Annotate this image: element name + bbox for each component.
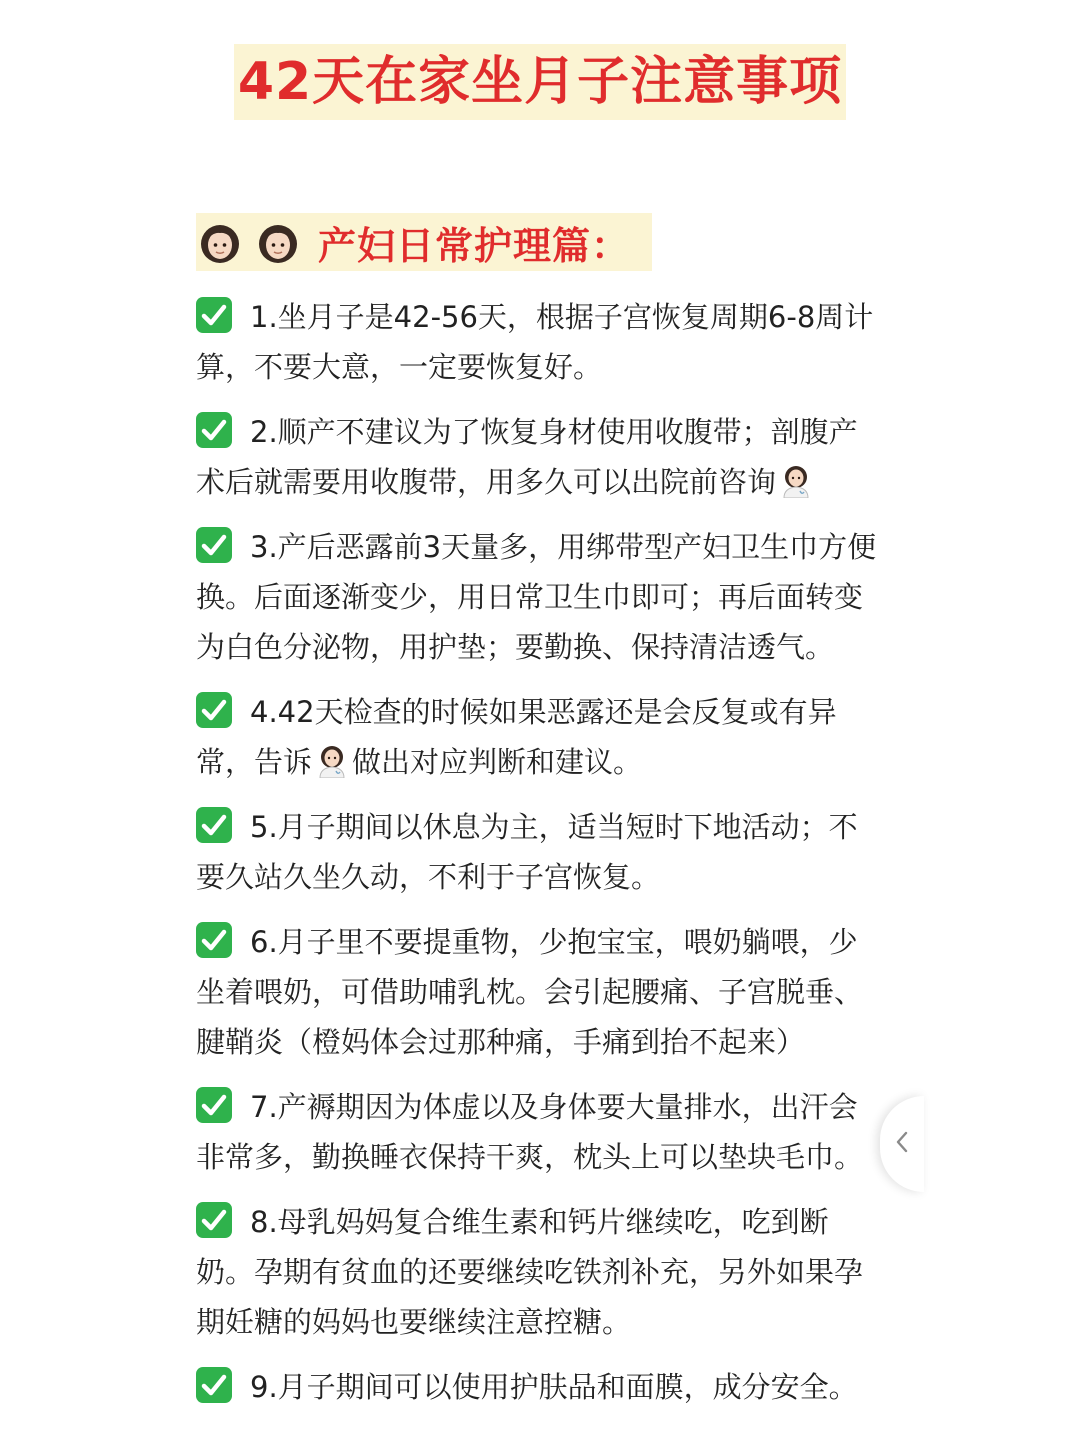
item-text: 4.42天检查的时候如果恶露还是会反复或有异常，告诉: [196, 695, 837, 779]
item-text: 3.产后恶露前3天量多，用绑带型产妇卫生巾方便换。后面逐渐变少，用日常卫生巾即可；再后面转变为白色分泌物，用护垫；要勤换、保持清洁透气。: [196, 530, 877, 664]
section-header: [196, 213, 652, 271]
check-mark-icon: [196, 922, 232, 958]
chevron-left-icon: [895, 1130, 909, 1158]
list-item: [196, 917, 886, 1067]
list-item: [196, 292, 886, 392]
woman-emoji-icon: [198, 220, 242, 264]
collapse-side-tab[interactable]: [880, 1096, 924, 1192]
item-text: 6.月子里不要提重物，少抱宝宝，喂奶躺喂，少坐着喂奶，可借助哺乳枕。会引起腰痛、子宫脱垂、腱鞘炎（橙妈体会过那种痛，手痛到抬不起来）: [196, 925, 864, 1059]
check-mark-icon: [196, 412, 232, 448]
list-item: [196, 802, 886, 902]
item-text: 2.顺产不建议为了恢复身材使用收腹带；剖腹产术后就需要用收腹带，用多久可以出院前咨询: [196, 415, 858, 499]
notes-list: [196, 292, 886, 1427]
doctor-emoji-icon: [780, 463, 812, 497]
item-text: 5.月子期间以休息为主，适当短时下地活动；不要久站久坐久动，不利于子宫恢复。: [196, 810, 858, 894]
item-text: 1.坐月子是42-56天，根据子宫恢复周期6-8周计算，不要大意，一定要恢复好。: [196, 300, 874, 384]
doctor-emoji-icon: [316, 743, 348, 777]
list-item: [196, 1082, 886, 1182]
check-mark-icon: [196, 1202, 232, 1238]
item-text: 8.母乳妈妈复合维生素和钙片继续吃，吃到断奶。孕期有贫血的还要继续吃铁剂补充，另外如果孕期妊糖的妈妈也要继续注意控糖。: [196, 1205, 864, 1339]
item-text: 9.月子期间可以使用护肤品和面膜，成分安全。: [250, 1370, 858, 1404]
check-mark-icon: [196, 807, 232, 843]
check-mark-icon: [196, 1367, 232, 1403]
page-title: 42天在家坐月子注意事项: [234, 44, 846, 120]
list-item: [196, 1362, 886, 1412]
check-mark-icon: [196, 297, 232, 333]
item-text-after: 做出对应判断和建议。: [352, 745, 643, 779]
woman-emoji-icon: [256, 220, 300, 264]
item-text: 7.产褥期因为体虚以及身体要大量排水，出汗会非常多，勤换睡衣保持干爽，枕头上可以垫块毛巾。: [196, 1090, 864, 1174]
check-mark-icon: [196, 527, 232, 563]
list-item: [196, 1197, 886, 1347]
section-title: 产妇日常护理篇：: [318, 223, 631, 268]
title-container: [0, 44, 1080, 120]
check-mark-icon: [196, 692, 232, 728]
list-item: [196, 407, 886, 507]
list-item: [196, 687, 886, 787]
check-mark-icon: [196, 1087, 232, 1123]
list-item: [196, 522, 886, 672]
